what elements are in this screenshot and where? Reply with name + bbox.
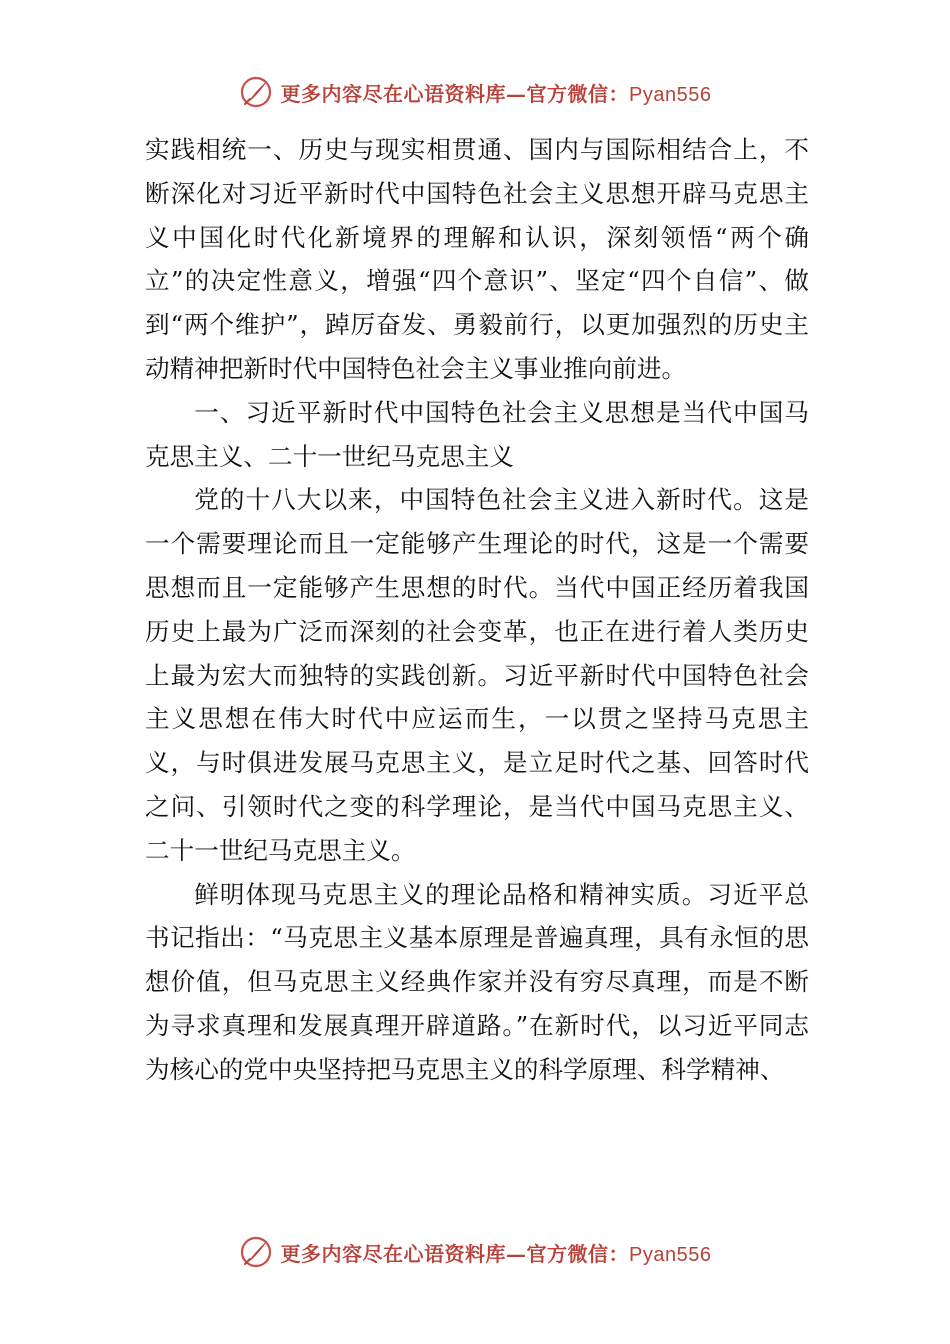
header-wechat-id: Pyan556 (629, 83, 712, 106)
header-banner-text: 更多内容尽在心语资料库—官方微信：Pyan556 (280, 81, 712, 106)
header-banner (0, 70, 950, 114)
footer-banner-text: 更多内容尽在心语资料库—官方微信：Pyan556 (280, 1241, 712, 1266)
quill-pen-logo-icon (239, 75, 273, 109)
document-body (145, 128, 809, 1092)
quill-pen-logo-icon (239, 1235, 273, 1269)
footer-banner (0, 1230, 950, 1274)
paragraph-continuation: 实践相统一、历史与现实相贯通、国内与国际相结合上，不断深化对习近平新时代中国特色社会主义思想开辟马克思主义中国化时代化新境界的理解和认识，深刻领悟“两个确立”的决定性意义，增强“四个意识”、坚定“四个自信”、做到“两个维护”，踔厉奋发、勇毅前行，以更加强烈的历史主动精神把新时代中国特色社会主义事业推向前进。 (145, 135, 809, 383)
paragraph: 鲜明体现马克思主义的理论品格和精神实质。习近平总书记指出：“马克思主义基本原理是普遍真理，具有永恒的思想价值，但马克思主义经典作家并没有穷尽真理，而是不断为寻求真理和发展真理开辟道路。”在新时代，以习近平同志为核心的党中央坚持把马克思主义的科学原理、科学精神、 (145, 879, 809, 1084)
section-heading: 一、习近平新时代中国特色社会主义思想是当代中国马克思主义、二十一世纪马克思主义 (145, 397, 809, 471)
footer-wechat-id: Pyan556 (629, 1243, 712, 1266)
paragraph: 党的十八大以来，中国特色社会主义进入新时代。这是一个需要理论而且一定能够产生理论的时代，这是一个需要思想而且一定能够产生思想的时代。当代中国正经历着我国历史上最为广泛而深刻的社会变革，也正在进行着人类历史上最为宏大而独特的实践创新。习近平新时代中国特色社会主义思想在伟大时代中应运而生，一以贯之坚持马克思主义，与时俱进发展马克思主义，是立足时代之基、回答时代之问、引领时代之变的科学理论，是当代中国马克思主义、二十一世纪马克思主义。 (145, 485, 809, 865)
